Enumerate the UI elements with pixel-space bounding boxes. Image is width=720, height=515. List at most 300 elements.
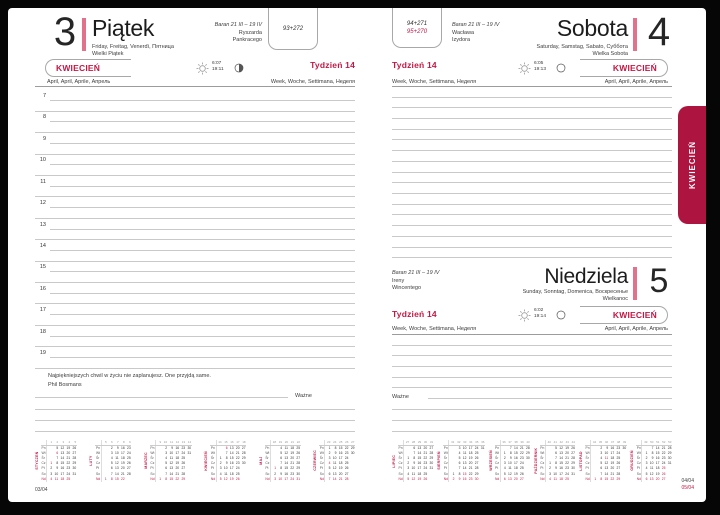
calendar-day: 22 (235, 456, 240, 461)
calendar-day: 12 (115, 461, 119, 466)
calendar-day: 29 (474, 471, 479, 476)
sunset-time: 19:14 (534, 314, 547, 319)
hour-line (50, 186, 355, 187)
weekday-label: Śr (540, 456, 544, 461)
calendar-day: 26 (474, 456, 479, 461)
calendar-day: 17 (338, 456, 343, 461)
weekday-label: Cz (265, 461, 270, 466)
calendar-day: 2 (503, 456, 506, 461)
weekday-label: Śr (495, 456, 499, 461)
calendar-day: 7 (328, 476, 331, 481)
sunday-sun-times (534, 308, 546, 320)
calendar-day: 21 (338, 476, 343, 481)
calendar-day: 6 (413, 446, 416, 451)
calendar-day: 25 (127, 456, 131, 461)
calendar-day: 2 (407, 461, 410, 466)
week-number: 35 (473, 440, 479, 446)
calendar-day: 8 (509, 451, 512, 456)
week-number: 23 (325, 440, 331, 446)
weekday-label: So (443, 471, 448, 476)
calendar-day: 23 (468, 476, 473, 481)
calendar-day: 5 (503, 471, 506, 476)
calendar-day: 11 (463, 451, 467, 456)
calendar-day: 25 (66, 476, 71, 481)
calendar-day: 13 (332, 471, 337, 476)
calendar-day: 26 (127, 461, 131, 466)
mini-calendar (630, 440, 672, 482)
week-number: 12 (174, 440, 180, 446)
left-zodiac-namedays-block (158, 22, 262, 45)
calendar-day: 26 (661, 471, 666, 476)
week-number: 1 (47, 440, 53, 446)
calendar-day: 4 (50, 476, 53, 481)
calendar-day: 25 (474, 451, 479, 456)
calendar-day: 14 (115, 471, 119, 476)
calendar-day: 8 (413, 456, 416, 461)
left-page-footer: 03/04 (35, 487, 48, 493)
weekday-label: So (265, 471, 270, 476)
hour-label: 17 (39, 307, 46, 314)
mini-calendar-grid (210, 440, 246, 482)
calendar-day: 23 (344, 451, 349, 456)
ruled-line (392, 377, 672, 378)
calendar-day: 11 (333, 461, 337, 466)
calendar-day: 18 (229, 471, 234, 476)
calendar-day: 9 (171, 446, 174, 451)
calendar-day: 26 (181, 461, 186, 466)
weekday-label: Śr (319, 456, 324, 461)
weekday-label: Nd (540, 476, 545, 481)
week-number: 36 (500, 440, 506, 446)
calendar-day: 5 (280, 451, 283, 456)
ruled-line (35, 282, 355, 283)
calendar-day: 13 (169, 466, 174, 471)
calendar-day: 4 (165, 456, 168, 461)
calendar-day: 15 (514, 451, 518, 456)
calendar-day: 7 (555, 456, 557, 461)
calendar-day: 15 (115, 476, 119, 481)
weekday-label: Pt (41, 466, 47, 471)
weekday-label: Nd (495, 476, 500, 481)
calendar-day: 19 (229, 476, 234, 481)
week-number: 5 (71, 440, 77, 446)
calendar-day: 23 (661, 456, 666, 461)
day-of-year-count: 94+271 (406, 20, 428, 27)
calendar-day: 11 (553, 476, 557, 481)
calendar-day: 21 (175, 471, 180, 476)
calendar-day: 8 (555, 461, 557, 466)
calendar-day: 24 (66, 471, 71, 476)
weekday-label: Śr (636, 456, 641, 461)
weekday-label: Pt (319, 466, 325, 471)
left-month-languages: April, April, Aprile, Апрель (47, 79, 111, 85)
calendar-day (524, 477, 530, 482)
calendar-day: 23 (565, 466, 569, 471)
calendar-day: 20 (175, 466, 180, 471)
weekday-label: Wt (398, 451, 403, 456)
calendar-day: 29 (350, 446, 355, 451)
ruled-line (392, 182, 672, 183)
calendar-day (240, 477, 246, 482)
calendar-day: 9 (651, 456, 654, 461)
calendar-day: 7 (165, 471, 168, 476)
calendar-day: 17 (468, 446, 473, 451)
calendar-day: 16 (121, 446, 125, 451)
weekday-label: Pt (443, 466, 449, 471)
diary-spread-sheet (8, 8, 706, 502)
ruled-line (35, 325, 355, 326)
week-number: 8 (119, 440, 125, 446)
calendar-day: 7 (110, 471, 113, 476)
calendar-day: 27 (474, 461, 479, 466)
calendar-day: 28 (241, 451, 246, 456)
name-day: Ireny (392, 277, 405, 284)
calendar-day: 14 (604, 471, 609, 476)
hour-line (50, 314, 355, 315)
calendar-day: 15 (462, 471, 467, 476)
sunday-day-languages: Sunday, Sonntag, Domenica, Воскресенье (522, 289, 628, 295)
hour-line (50, 336, 355, 337)
calendar-day: 23 (616, 446, 621, 451)
calendar-day: 21 (610, 471, 615, 476)
calendar-day: 16 (229, 461, 234, 466)
calendar-day: 25 (181, 456, 186, 461)
calendar-day: 8 (110, 476, 113, 481)
week-number: 16 (228, 440, 234, 446)
weekday-label: Śr (95, 456, 100, 461)
calendar-day: 29 (72, 461, 77, 466)
mini-calendar-grid (95, 440, 131, 482)
moon-phase-icon (556, 310, 566, 320)
calendar-day: 24 (661, 461, 666, 466)
week-number: 19 (277, 440, 283, 446)
calendar-day: 31 (667, 461, 672, 466)
weekday-label: Śr (585, 456, 589, 461)
weekday-label: Pn (443, 446, 448, 451)
calendar-day: 21 (235, 451, 240, 456)
calendar-day: 30 (622, 446, 627, 451)
sunday-month-tab: KWIECIEŃ (580, 306, 668, 324)
calendar-day: 29 (296, 466, 301, 471)
week-number: 30 (422, 440, 428, 446)
calendar-day: 25 (344, 461, 349, 466)
calendar-day: 20 (514, 476, 518, 481)
calendar-day: 9 (56, 466, 59, 471)
calendar-day: 12 (284, 451, 289, 456)
calendar-day: 1 (328, 446, 331, 451)
calendar-day: 26 (571, 446, 575, 451)
saturday-header-rule (392, 86, 672, 87)
calendar-day: 24 (181, 451, 186, 456)
calendar-day: 25 (565, 476, 569, 481)
left-day-name: Piątek (92, 15, 155, 41)
calendar-day: 25 (296, 446, 301, 451)
left-day-languages: Friday, Freitag, Venerdì, Пятница (92, 44, 174, 50)
calendar-day: 6 (165, 466, 168, 471)
calendar-day: 24 (520, 461, 524, 466)
ruled-line (392, 431, 672, 432)
ruled-line (35, 303, 355, 304)
calendar-day: 24 (565, 471, 569, 476)
calendar-day: 11 (650, 466, 654, 471)
calendar-day (569, 477, 575, 482)
ruled-line (35, 132, 355, 133)
weekday-label: Nd (443, 476, 448, 481)
weekday-label: Pn (41, 446, 46, 451)
calendar-day: 26 (520, 471, 524, 476)
calendar-day: 13 (284, 456, 289, 461)
quote-text: Najpiękniejszych chwil w życiu nie zaplanujesz. One przyjdą same. (48, 373, 211, 379)
calendar-day: 18 (121, 456, 125, 461)
ruled-line (392, 161, 672, 162)
ruled-line (35, 431, 355, 432)
weekday-label: Cz (95, 461, 100, 466)
week-number: 31 (449, 440, 455, 446)
calendar-day: 13 (508, 476, 512, 481)
calendar-day: 3 (458, 446, 461, 451)
left-week-label: Tydzień 14 (310, 60, 355, 70)
sunrise-time: 6:05 (534, 61, 544, 66)
ruled-line (392, 150, 672, 151)
mini-calendar-month-name: LUTY (89, 455, 94, 466)
calendar-day: 31 (296, 476, 301, 481)
calendar-day: 5 (110, 461, 113, 466)
mini-calendar (437, 440, 485, 482)
week-number: 6 (107, 440, 113, 446)
weekday-label: Pt (150, 466, 156, 471)
calendar-day: 20 (338, 471, 343, 476)
calendar-day: 22 (66, 461, 71, 466)
calendar-day: 4 (503, 466, 506, 471)
calendar-day: 2 (600, 446, 603, 451)
week-number: 14 (186, 440, 192, 446)
calendar-day: 9 (280, 471, 283, 476)
hour-line (50, 121, 355, 122)
ruled-line (392, 214, 672, 215)
calendar-day: 2 (549, 466, 551, 471)
calendar-day: 22 (520, 451, 524, 456)
week-number: 32 (455, 440, 461, 446)
left-header-rule (35, 86, 355, 87)
calendar-day: 15 (229, 456, 234, 461)
calendar-day: 16 (175, 446, 180, 451)
calendar-day: 12 (223, 476, 228, 481)
weekday-label: Wt (265, 451, 270, 456)
calendar-day: 2 (452, 476, 455, 481)
weekday-label: Wt (636, 451, 641, 456)
calendar-day: 5 (328, 466, 331, 471)
mini-calendar-month-name: MARZEC (143, 452, 148, 470)
calendar-day: 1 (645, 451, 648, 456)
mini-calendar-month-name: KWIECIEŃ (204, 451, 209, 471)
calendar-day: 17 (655, 461, 660, 466)
sunday-week-label: Tydzień 14 (392, 309, 437, 319)
calendar-day: 24 (344, 456, 349, 461)
week-number: 52 (660, 440, 666, 446)
week-number: 20 (283, 440, 289, 446)
calendar-day: 3 (645, 461, 648, 466)
calendar-day: 13 (604, 466, 609, 471)
week-number: 50 (648, 440, 654, 446)
hour-line (50, 293, 355, 294)
mini-calendar-month-name: PAŹDZIERNIK (533, 447, 538, 474)
week-number: 37 (506, 440, 512, 446)
calendar-day: 9 (225, 461, 228, 466)
left-day-of-year-box (268, 8, 318, 50)
calendar-day: 14 (60, 456, 65, 461)
weekday-label: Cz (41, 461, 46, 466)
calendar-day: 19 (468, 456, 473, 461)
week-number: 51 (654, 440, 660, 446)
calendar-day: 18 (417, 471, 422, 476)
calendar-day: 3 (50, 471, 53, 476)
weekday-label: Pn (398, 446, 403, 451)
mini-calendar-grid (265, 440, 301, 482)
week-number: 14 (216, 440, 222, 446)
calendar-day: 10 (278, 476, 283, 481)
ruled-line (392, 409, 672, 410)
weekday-label: So (398, 471, 403, 476)
calendar-day: 3 (219, 466, 222, 471)
week-number: 36 (479, 440, 485, 446)
weekday-label: Wt (41, 451, 46, 456)
calendar-day: 17 (175, 451, 180, 456)
hour-label: 12 (39, 200, 46, 207)
calendar-day: 12 (60, 446, 65, 451)
right-page-footer (608, 478, 694, 492)
calendar-day: 9 (509, 456, 512, 461)
calendar-day: 19 (66, 446, 71, 451)
mini-calendar-month-name: GRUDZIEŃ (630, 450, 635, 472)
ruled-line (392, 236, 672, 237)
calendar-day: 11 (115, 456, 119, 461)
calendar-day: 25 (423, 471, 428, 476)
calendar-day: 30 (350, 451, 355, 456)
calendar-day: 19 (338, 466, 343, 471)
right-important-label: Ważne (392, 394, 409, 400)
calendar-day: 17 (121, 451, 125, 456)
calendar-day: 20 (610, 466, 615, 471)
week-number: 13 (180, 440, 186, 446)
calendar-day: 2 (50, 466, 53, 471)
calendar-day: 20 (468, 461, 473, 466)
calendar-day: 21 (423, 451, 428, 456)
hour-line (50, 164, 355, 165)
weekday-label: Cz (495, 461, 500, 466)
month-edge-tab[interactable] (678, 106, 706, 224)
right-day-of-year-box (392, 8, 442, 48)
calendar-day: 8 (651, 451, 654, 456)
left-sun-times (212, 61, 224, 73)
weekday-label: Śr (265, 456, 269, 461)
week-number: 15 (222, 440, 228, 446)
week-number: 4 (65, 440, 71, 446)
ruled-line (392, 172, 672, 173)
calendar-day: 13 (229, 446, 234, 451)
calendar-day: 29 (181, 476, 186, 481)
calendar-day: 27 (296, 456, 301, 461)
weekday-label: Wt (585, 451, 590, 456)
calendar-day: 17 (229, 466, 234, 471)
weekday-label: So (210, 471, 215, 476)
weekday-label: Cz (150, 461, 155, 466)
sunset-time: 19:11 (212, 67, 224, 72)
weekday-label: Wt (319, 451, 324, 456)
weekday-label: Pt (95, 466, 101, 471)
calendar-day: 3 (165, 451, 168, 456)
calendar-day: 3 (110, 451, 113, 456)
weekday-label: So (95, 471, 100, 476)
important-line (35, 397, 288, 398)
week-number: 44 (569, 440, 575, 446)
calendar-day: 9 (555, 466, 557, 471)
calendar-day: 26 (235, 476, 240, 481)
weekday-label: Cz (443, 461, 448, 466)
calendar-day: 15 (604, 476, 609, 481)
calendar-day: 28 (181, 471, 186, 476)
day-of-year-count: 93+272 (282, 25, 304, 32)
calendar-day: 4 (110, 456, 113, 461)
calendar-day: 21 (121, 471, 125, 476)
calendar-day: 30 (526, 456, 530, 461)
calendar-day: 14 (417, 451, 422, 456)
calendar-day: 24 (423, 466, 428, 471)
calendar-day: 20 (66, 451, 71, 456)
weekday-label: Cz (210, 461, 215, 466)
calendar-day: 3 (600, 451, 603, 456)
calendar-day: 30 (571, 466, 575, 471)
calendar-day: 16 (610, 446, 615, 451)
ruled-line (392, 129, 672, 130)
weekday-label: Śr (443, 456, 448, 461)
calendar-day: 12 (462, 456, 467, 461)
calendar-day: 11 (169, 456, 174, 461)
calendar-day: 7 (509, 446, 512, 451)
calendar-day: 27 (344, 471, 349, 476)
calendar-day: 9 (116, 446, 119, 451)
week-number: 5 (101, 440, 107, 446)
calendar-day: 14 (655, 446, 660, 451)
calendar-day: 10 (115, 451, 119, 456)
mini-calendar (489, 440, 531, 482)
calendar-day: 14 (462, 466, 467, 471)
calendar-day: 21 (468, 466, 473, 471)
week-number: 17 (234, 440, 240, 446)
week-number: 27 (349, 440, 355, 446)
calendar-day: 28 (667, 446, 672, 451)
calendar-day: 4 (219, 471, 222, 476)
calendar-day: 15 (169, 476, 174, 481)
calendar-day: 3 (503, 461, 506, 466)
week-number: 53 (666, 440, 672, 446)
week-number: 25 (337, 440, 343, 446)
week-number: 22 (295, 440, 301, 446)
calendar-day: 2 (328, 451, 331, 456)
quote-author: Phil Bosmans (48, 382, 82, 388)
calendar-day: 28 (571, 456, 575, 461)
calendar-day: 6 (503, 476, 506, 481)
weekday-label: Pt (265, 466, 271, 471)
week-number: 33 (461, 440, 467, 446)
calendar-day: 19 (565, 446, 569, 451)
calendar-day: 10 (508, 461, 512, 466)
weekday-label: Pn (319, 446, 324, 451)
weekday-label: Pt (540, 466, 546, 471)
saturday-week-label: Tydzień 14 (392, 60, 437, 70)
calendar-day: 1 (503, 451, 506, 456)
calendar-day: 1 (50, 461, 53, 466)
calendar-day: 8 (225, 456, 228, 461)
